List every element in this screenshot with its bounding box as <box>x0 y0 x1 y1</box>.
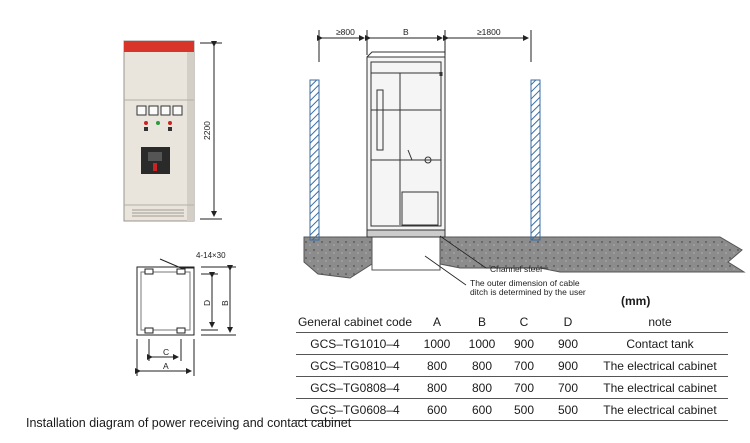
unit-label: (mm) <box>621 294 651 308</box>
table-cell: 800 <box>426 380 448 395</box>
table-cell: The electrical cabinet <box>603 358 717 373</box>
table-cell: 1000 <box>423 336 451 351</box>
height-label: 2200 <box>202 121 212 140</box>
right-clearance-label: ≥1800 <box>477 27 501 37</box>
table-cell: 500 <box>557 402 579 417</box>
channel-steel <box>367 230 445 237</box>
table-cell: 600 <box>471 402 493 417</box>
dim-c-label: C <box>163 347 170 357</box>
ditch-note-line2: ditch is determined by the user <box>470 287 586 297</box>
table-row <box>296 377 728 399</box>
table-cell: 700 <box>513 380 535 395</box>
table-header: D <box>563 314 573 329</box>
cabinet-side-section <box>367 52 445 230</box>
ditch-note-line1: The outer dimension of cable <box>470 278 580 288</box>
cabinet-plan-view <box>137 259 236 376</box>
cable-ditch <box>372 237 440 270</box>
table-cell: 600 <box>426 402 448 417</box>
table-header-row <box>296 311 728 333</box>
dim-b-label: B <box>220 300 230 306</box>
dim-a-label: A <box>163 361 169 371</box>
table-cell: GCS–TG0608–4 <box>310 402 400 417</box>
table-header: B <box>477 314 486 329</box>
table-cell: Contact tank <box>626 336 694 351</box>
table-cell: GCS–TG1010–4 <box>310 336 400 351</box>
table-cell: 800 <box>471 380 493 395</box>
cabinet-front-view <box>124 41 194 221</box>
diagram-caption: Installation diagram of power receiving and contact cabinet <box>26 416 352 430</box>
left-clearance-label: ≥800 <box>336 27 355 37</box>
table-cell: 800 <box>471 358 493 373</box>
red-top-strip <box>124 41 194 52</box>
table-cell: 900 <box>557 336 579 351</box>
table-row <box>296 399 728 421</box>
table-cell: 500 <box>513 402 535 417</box>
table-cell: GCS–TG0810–4 <box>310 358 400 373</box>
table-row <box>296 355 728 377</box>
spec-table <box>296 311 728 421</box>
table-cell: 700 <box>513 358 535 373</box>
holes-label: 4-14×30 <box>196 251 226 260</box>
table-cell: The electrical cabinet <box>603 402 717 417</box>
right-wall <box>531 80 540 240</box>
left-wall <box>310 80 319 240</box>
installation-side-view <box>304 30 744 285</box>
table-cell: 800 <box>426 358 448 373</box>
table-header: General cabinet code <box>297 314 413 329</box>
table-cell: 900 <box>513 336 535 351</box>
channel-steel-label: Channel steel <box>490 264 542 274</box>
table-header: A <box>432 314 441 329</box>
table-header: C <box>519 314 529 329</box>
table-cell: 1000 <box>468 336 496 351</box>
table-cell: The electrical cabinet <box>603 380 717 395</box>
table-row <box>296 333 728 355</box>
table-header: note <box>648 314 672 329</box>
table-cell: 700 <box>557 380 579 395</box>
width-b-label: B <box>403 27 409 37</box>
dim-d-label: D <box>202 299 212 306</box>
table-cell: GCS–TG0808–4 <box>310 380 400 395</box>
table-cell: 900 <box>557 358 579 373</box>
